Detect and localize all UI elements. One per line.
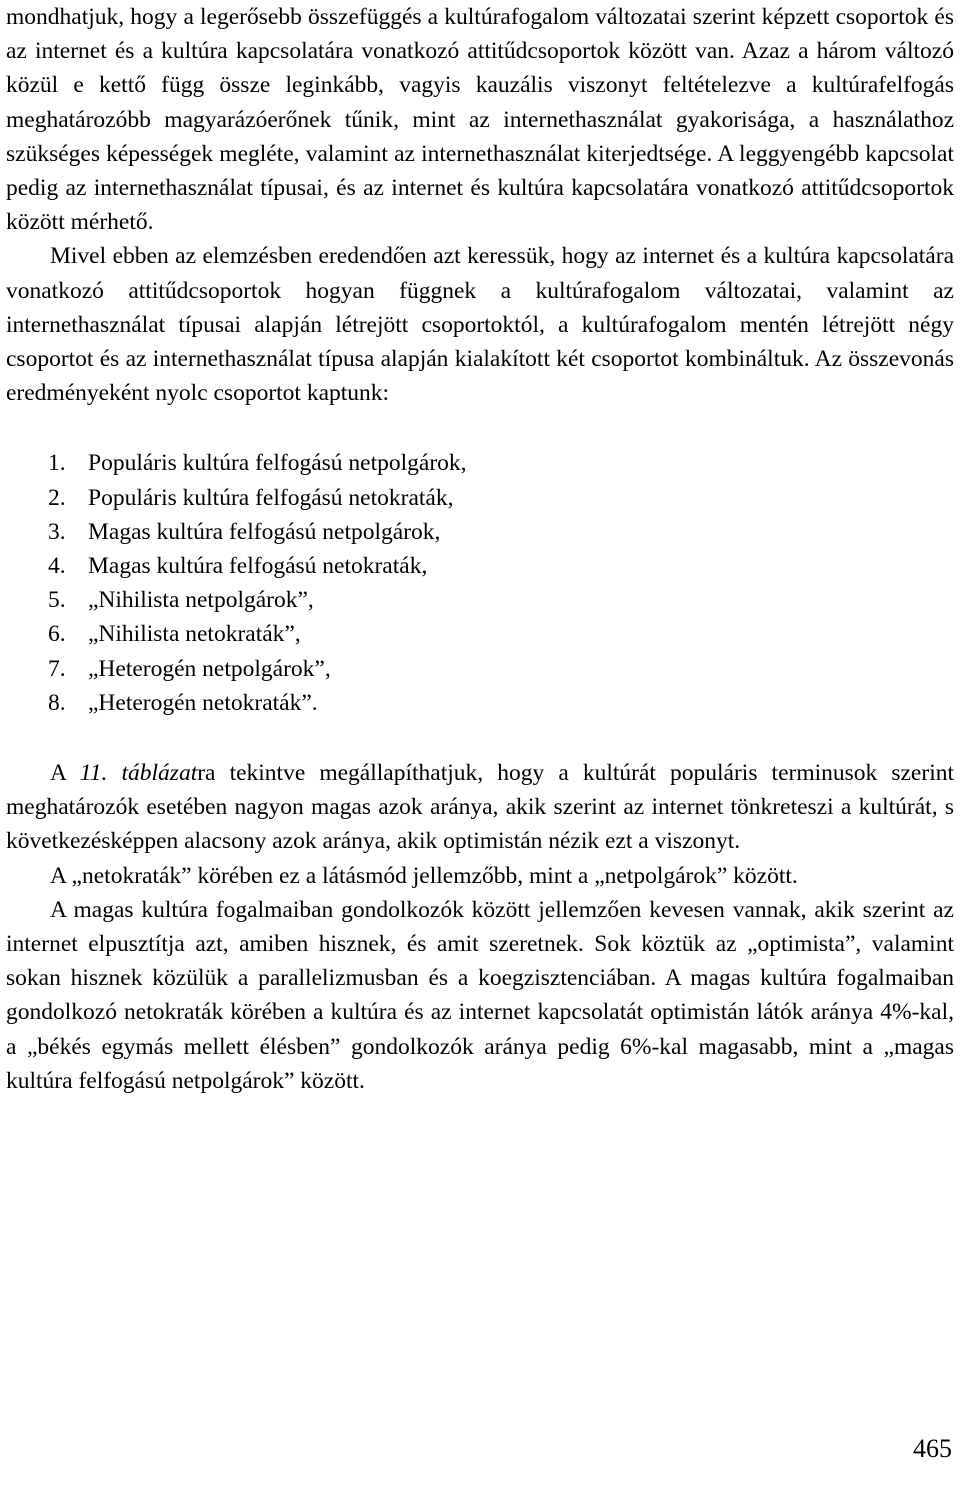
list-text: „Heterogén netpolgárok”, (88, 655, 331, 682)
list-text: Magas kultúra felfogású netokraták, (88, 553, 428, 580)
paragraph-netokratak: A „netokraták” körében ez a látásmód jellemzőbb, mint a „netpolgárok” között. (50, 862, 798, 889)
list-item (6, 583, 954, 617)
list-number: 7. (48, 655, 66, 682)
table-reference-number: 11. (79, 760, 108, 787)
list-text: Populáris kultúra felfogású netokraták, (88, 484, 454, 511)
list-item (6, 446, 954, 480)
list-item (6, 617, 954, 651)
list-number: 4. (48, 553, 66, 580)
list-number: 3. (48, 518, 66, 545)
paragraph-method: Mivel ebben az elemzésben eredendően azt keressük, hogy az internet és a kultúra kapcsolatára vonatkozó attitűdcsoportok hogyan függnek a kultúrafogalom változatai, valamint az internethasználat típusai alapján létrejött csoportoktól, a kultúrafogalom mentén létrejött négy csoportot és az internethasználat típusa alapján kialakított két csoportot kombináltuk. Az összevonás eredményeként nyolc csoportot kaptunk: (6, 243, 954, 407)
paragraph-high-culture: A magas kultúra fogalmaiban gondolkozók között jellemzően kevesen vannak, akik szerint az internet elpusztítja azt, amiben hisznek, és amit szeretnek. Sok köztük az „optimista”, valamint sokan hisznek közülük a parallelizmusban és a koegzisztenciában. A magas kultúra fogalmaiban gondolkozó netokraták körében a kultúra és az internet kapcsolatát optimistán látók aránya 4%-kal, a „békés egymás mellett élésben” gondolkozók aránya pedig 6%-kal magasabb, mint a „magas kultúra felfogású netpolgárok” között. (6, 896, 954, 1094)
paragraph-table-reference (6, 756, 954, 859)
paragraph-lead: A (50, 760, 80, 787)
list-number: 5. (48, 587, 66, 614)
page-number: 465 (913, 1434, 952, 1463)
list-item (6, 652, 954, 686)
list-number: 6. (48, 621, 66, 648)
list-text: „Nihilista netokraták”, (88, 621, 301, 648)
table-reference-word: táblázat (121, 760, 198, 787)
list-number: 2. (48, 484, 66, 511)
list-number: 8. (48, 689, 66, 716)
paragraph-intro: mondhatjuk, hogy a legerősebb összefüggés a kultúrafogalom változatai szerint képzett csoportok és az internet és a kultúra kapcsolatára vonatkozó attitűdcsoportok között van. Azaz a három változó közül e kettő függ össze leginkább, vagyis kauzális viszonyt feltételezve a kultúrafelfogás meghatározóbb magyarázóerőnek tűnik, mint az internethasználat gyakorisága, a használathoz szükséges képességek megléte, valamint az internethasználat kiterjedtsége. A leggyengébb kapcsolat pedig az internethasználat típusai, és az internet és kultúra kapcsolatára vonatkozó attitűdcsoportok között mérhető. (6, 4, 954, 236)
list-item (6, 481, 954, 515)
list-text: Magas kultúra felfogású netpolgárok, (88, 518, 441, 545)
list-text: „Nihilista netpolgárok”, (88, 587, 314, 614)
list-text: „Heterogén netokraták”. (88, 689, 318, 716)
list-item (6, 549, 954, 583)
paragraph-rest: ra tekintve megállapíthatjuk, hogy a kultúrát populáris terminusok szerint meghatározók esetében nagyon magas azok aránya, akik szerint az internet tönkreteszi a kultúrát, s következésképpen alacsony azok aránya, akik optimistán nézik ezt a viszonyt. (6, 760, 955, 855)
list-item (6, 515, 954, 549)
page-body (6, 0, 954, 1098)
list-number: 1. (48, 450, 66, 477)
group-list (6, 446, 954, 720)
list-text: Populáris kultúra felfogású netpolgárok, (88, 450, 467, 477)
list-item (6, 686, 954, 720)
